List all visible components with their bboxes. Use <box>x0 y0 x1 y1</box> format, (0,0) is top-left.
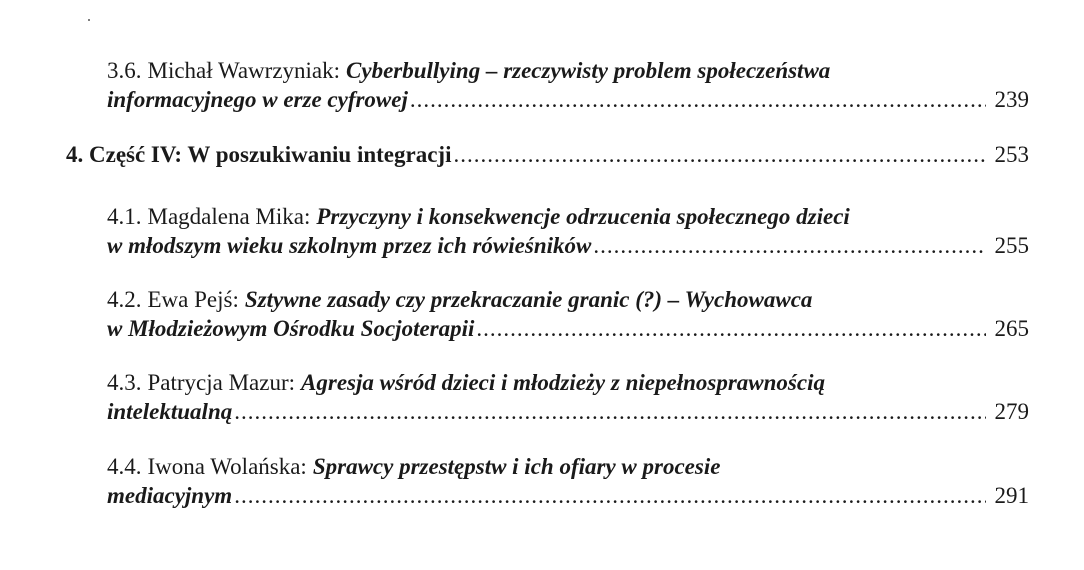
dot-leader <box>234 397 986 426</box>
entry-number: 4.4. <box>107 454 142 479</box>
entry-author: Michał Wawrzyniak: <box>147 58 341 83</box>
entry-title-continued: w Młodzieżowym Ośrodku Socjoterapii <box>107 316 475 341</box>
toc-entry-4-2 <box>107 285 1029 343</box>
dot-leader <box>234 481 986 510</box>
entry-author: Magdalena Mika: <box>147 204 311 229</box>
toc-part-4 <box>66 140 1029 169</box>
entry-title: Agresja wśród dzieci i młodzieży z niepełnosprawnością <box>301 370 825 395</box>
entry-title: Sprawcy przestępstw i ich ofiary w procesie <box>312 454 721 479</box>
page-number: 291 <box>994 483 1029 508</box>
toc-entry-3-6 <box>107 56 1029 114</box>
toc-entry-line-2 <box>107 397 1029 426</box>
page-number: 255 <box>994 233 1029 258</box>
dot-leader <box>454 140 987 169</box>
toc-entry-4-3 <box>107 368 1029 426</box>
part-heading: 4. Część IV: W poszukiwaniu integracji <box>66 142 452 167</box>
toc-entry-4-1 <box>107 202 1029 260</box>
toc-entry-line-2 <box>107 481 1029 510</box>
entry-number: 3.6. <box>107 58 142 83</box>
page-number: 239 <box>994 87 1029 112</box>
toc-entry-line-2 <box>107 314 1029 343</box>
scan-speck <box>88 19 90 21</box>
entry-title: Przyczyny i konsekwencje odrzucenia społecznego dzieci <box>316 204 850 229</box>
entry-title: Sztywne zasady czy przekraczanie granic (?) – Wychowawca <box>244 287 813 312</box>
entry-author: Patrycja Mazur: <box>147 370 296 395</box>
entry-number: 4.1. <box>107 204 142 229</box>
entry-title-continued: mediacyjnym <box>107 483 233 508</box>
dot-leader <box>410 85 986 114</box>
toc-entry-line-2 <box>107 231 1029 260</box>
toc-entry-line-1 <box>107 368 1029 397</box>
toc-entry-line-1 <box>107 202 1029 231</box>
entry-title-continued: informacyjnego w erze cyfrowej <box>107 87 408 112</box>
toc-entry-4-4 <box>107 452 1029 510</box>
toc-entry-line-1 <box>107 56 1029 85</box>
toc-entry-line-1 <box>107 285 1029 314</box>
dot-leader <box>593 231 986 260</box>
toc-part-line <box>66 140 1029 169</box>
dot-leader <box>476 314 986 343</box>
entry-number: 4.3. <box>107 370 142 395</box>
page-number: 253 <box>994 142 1029 167</box>
page-number: 265 <box>994 316 1029 341</box>
page-number: 279 <box>994 399 1029 424</box>
entry-title: Cyberbullying – rzeczywisty problem społeczeństwa <box>346 58 831 83</box>
toc-entry-line-1 <box>107 452 1029 481</box>
entry-title-continued: intelektualną <box>107 399 233 424</box>
entry-author: Iwona Wolańska: <box>147 454 307 479</box>
entry-title-continued: w młodszym wieku szkolnym przez ich rówieśników <box>107 233 592 258</box>
toc-entry-line-2 <box>107 85 1029 114</box>
entry-author: Ewa Pejś: <box>147 287 239 312</box>
entry-number: 4.2. <box>107 287 142 312</box>
